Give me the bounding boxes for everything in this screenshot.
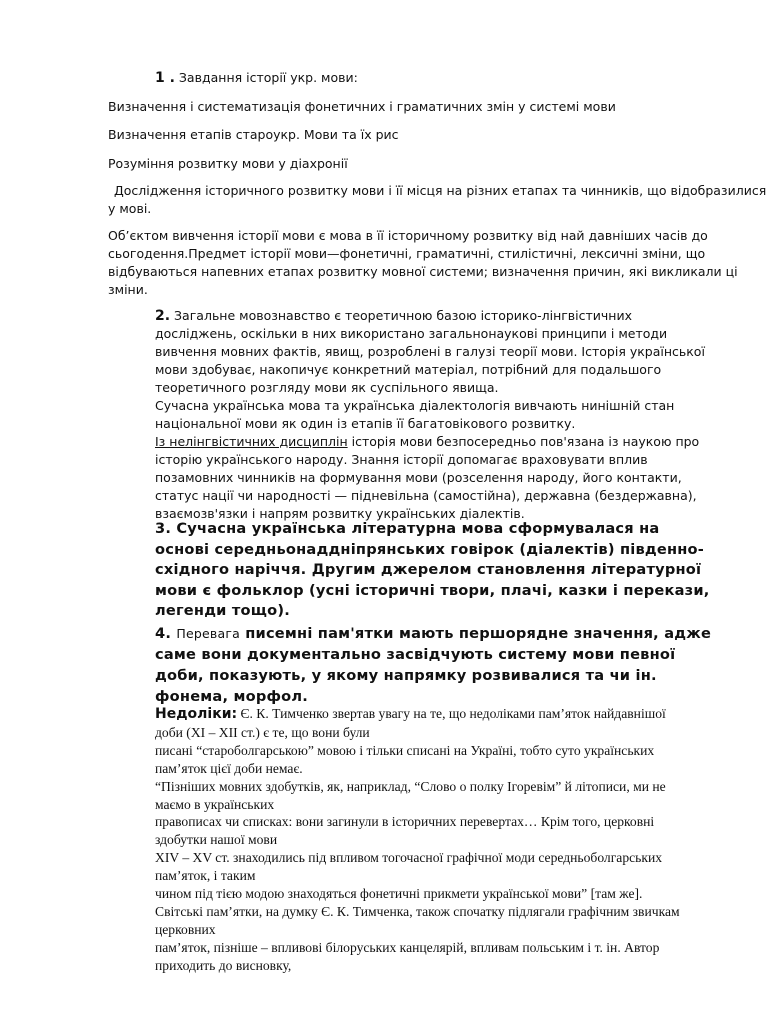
drawbacks-line: “Пізніших мовних здобутків, як, наприклад, “Слово о полку Ігоревім” й літописи, ми не <box>155 778 666 794</box>
section-2-para-3 <box>155 433 715 523</box>
drawbacks-line: маємо в українських <box>155 796 275 812</box>
task-item-3: Розуміння розвитку мови у діахронії <box>108 156 348 171</box>
drawbacks-line: Є. К. Тимченко звертав увагу на те, що недоліками пам’яток найдавнішої <box>237 706 666 721</box>
section-4-lead: Перевага <box>176 626 240 641</box>
drawbacks-block <box>155 705 715 975</box>
drawbacks-line: правописах чи списках: вони загинули в історичних перевертах… Крім того, церковні <box>155 814 655 830</box>
section-4-text: писемні пам'ятки мають першорядне значення, адже саме вони документально засвідчують систему мови певної доби, показують, у якому напрямку розвивалися та чи ін. фонема, морфол. <box>155 625 712 705</box>
drawbacks-line: пам’яток, і таким <box>155 868 256 884</box>
section-2-para-2: Сучасна українська мова та українська діалектологія вивчають нинішній стан національної мови як один із етапів її багатовікового розвитку. <box>155 398 675 431</box>
drawbacks-label: Недоліки: <box>155 706 238 722</box>
drawbacks-line: ХІV – XV ст. знаходились під впливом тогочасної графічної моди середньоболгарських <box>155 850 663 866</box>
section-2-text-1: Загальне мовознавство є теоретичною базою історико-лінгвістичних досліджень, оскільки в них використано загальнонаукові принципи і методи вивчення мовних фактів, явищ, розроблені в галузі теорії мови. Історія української мови здобуває, накопичує конкретний матеріал, потрібний для подальшого теоретичного розгляду мови як суспільного явища. <box>155 308 705 395</box>
drawbacks-line: пам’яток цієї доби немає. <box>155 760 303 776</box>
research-line: у мові. <box>108 201 152 216</box>
research-paragraph <box>108 182 767 218</box>
section-2-para-1 <box>155 307 715 397</box>
section-1-title: Завдання історії укр. мови: <box>178 70 358 85</box>
section-4 <box>155 623 715 707</box>
object-subject-paragraph <box>108 227 738 299</box>
section-4-number: 4. <box>155 625 172 642</box>
research-line: Дослідження історичного розвитку мови і її місця на різних етапах та чинників, що відобразилися <box>114 183 767 198</box>
section-3: 3. Сучасна українська літературна мова сформувалася на основі середньонаддніпрянських говірок (діалектів) південно-східного наріччя. Другим джерелом становлення літературної мови є фольклор (усні історичні твори, плачі, казки і перекази, легенди тощо). <box>155 520 710 619</box>
drawbacks-line: чином під тією модою знаходяться фонетичні прикмети української мови” [там же]. <box>155 886 643 902</box>
drawbacks-line: здобутки нашої мови <box>155 832 278 848</box>
drawbacks-line: церковних <box>155 921 216 937</box>
object-line: сьогодення.Предмет історії мови—фонетичні, граматичні, стилістичні, лексичні зміни, що <box>108 246 706 261</box>
drawbacks-line: приходить до висновку, <box>155 957 292 973</box>
section-1-number: 1 . <box>155 70 175 86</box>
object-line: Об’єктом вивчення історії мови є мова в її історичному розвитку від най давніших часів до <box>108 228 708 243</box>
nonlinguistic-disciplines-term: Із нелінгвістичних дисциплін <box>155 434 348 449</box>
drawbacks-line: доби (ХІ – ХІІ ст.) є те, що вони були <box>155 724 370 740</box>
section-2-text-3: історія мови безпосередньо пов'язана із наукою про історію українського народу. Знання історії допомагає враховувати вплив позамовних чинників на формування мови (розселення народу, його контакти, статус нації чи народності — підневільна (самостійна), державна (бездержавна), взаємозв'язки і напрям розвитку українських діалектів. <box>155 434 700 521</box>
drawbacks-line: писані “староболгарською” мовою і тільки списані на Україні, тобто суто українських <box>155 742 655 758</box>
task-item-1: Визначення і систематизація фонетичних і граматичних змін у системі мови <box>108 99 616 114</box>
drawbacks-line: Світські пам’ятки, на думку Є. К. Тимченка, також спочатку підлягали графічним звичкам <box>155 903 680 919</box>
object-line: зміни. <box>108 282 148 297</box>
drawbacks-line: пам’яток, пізніше – впливові білоруських канцелярій, впливам польським і т. ін. Автор <box>155 939 660 955</box>
section-2 <box>155 307 715 523</box>
section-1-heading <box>155 70 358 86</box>
task-item-2: Визначення етапів староукр. Мови та їх рис <box>108 127 399 142</box>
section-2-number: 2. <box>155 308 171 324</box>
object-line: відбуваються напевних етапах розвитку мовної системи; визначення причин, які викликали ці <box>108 264 738 279</box>
